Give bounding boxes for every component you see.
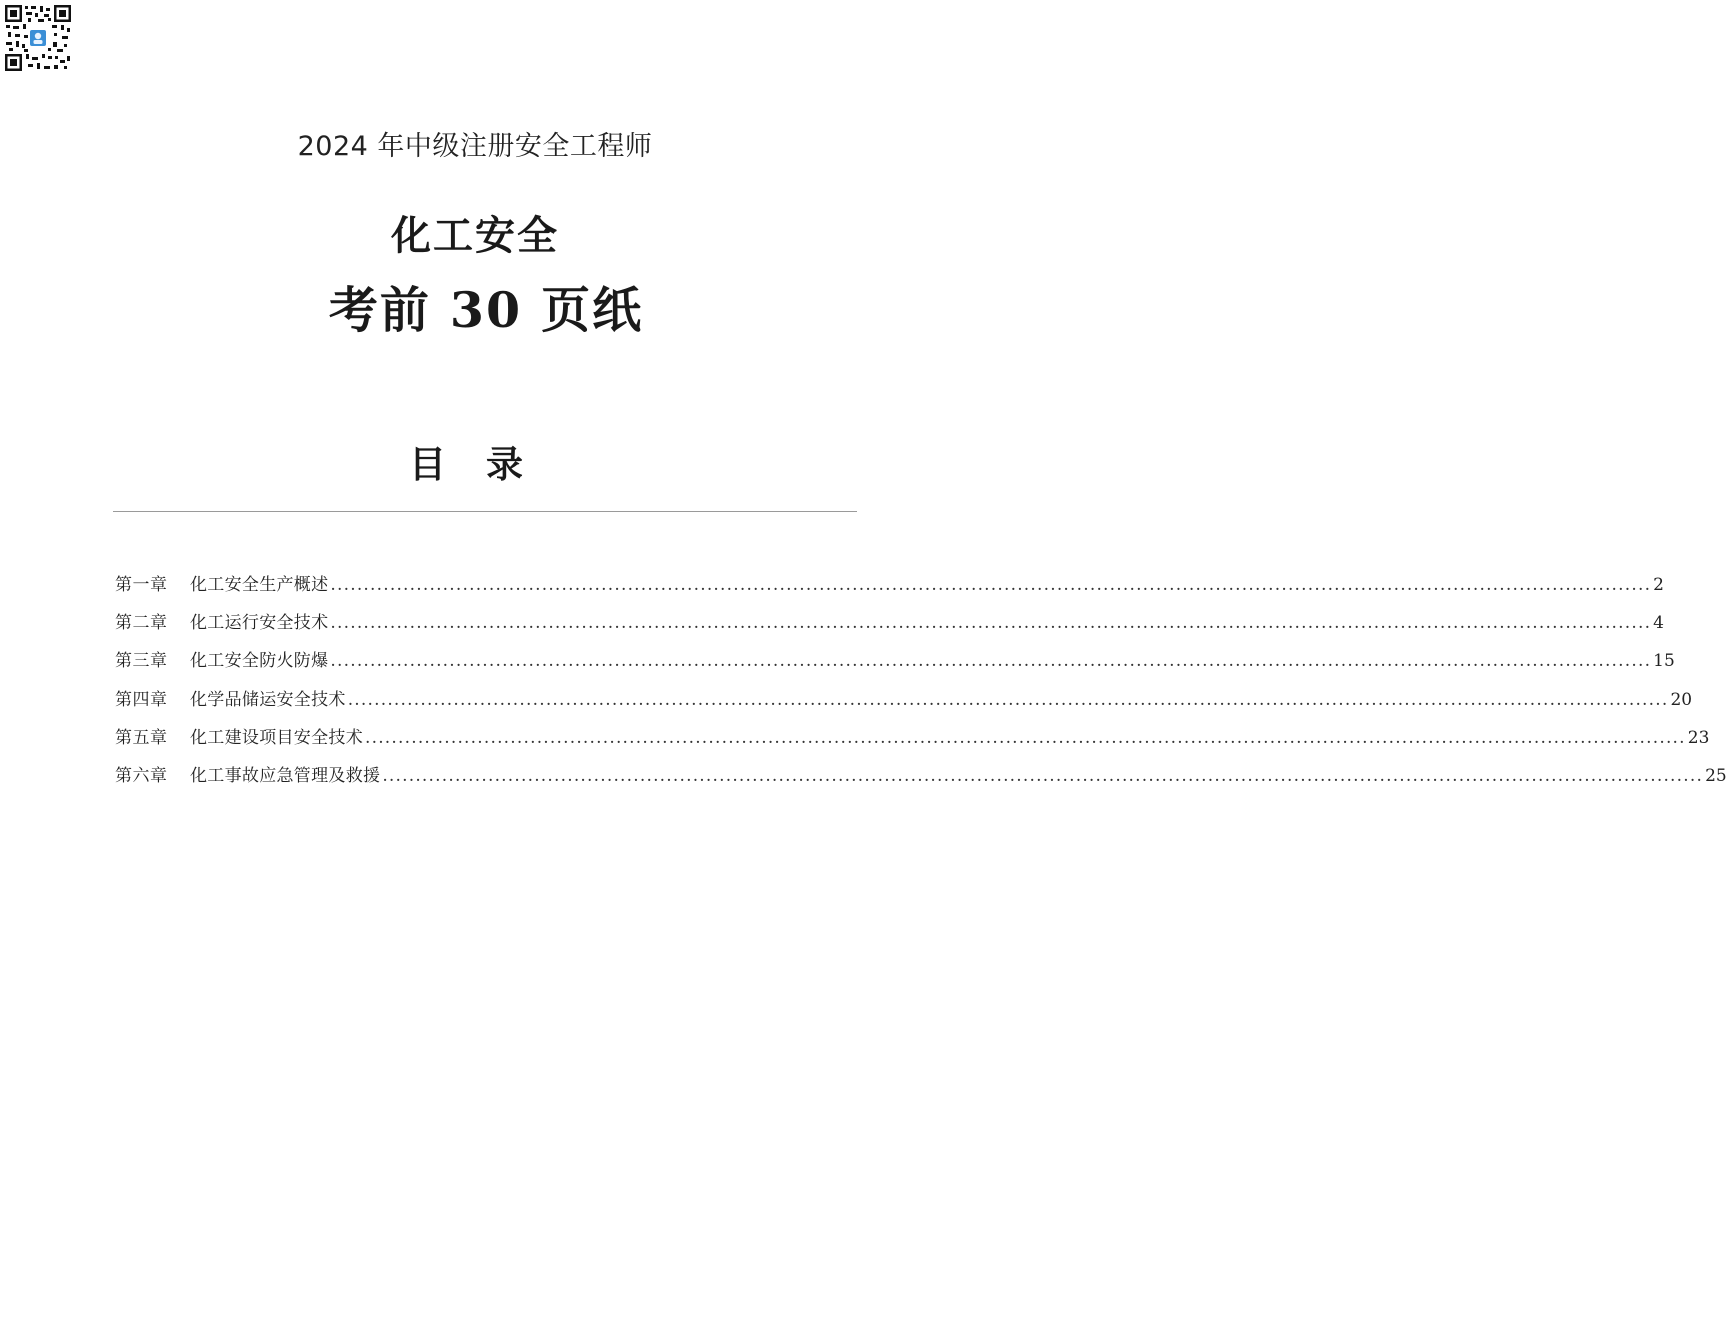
toc-entry[interactable] bbox=[115, 723, 1710, 761]
toc-entry[interactable] bbox=[115, 646, 1675, 684]
toc-page-number: 15 bbox=[1653, 651, 1675, 672]
toc-page-number: 20 bbox=[1670, 689, 1693, 710]
toc-chapter-title: 化工安全防火防爆 bbox=[190, 651, 329, 672]
table-of-contents bbox=[115, 570, 1727, 799]
toc-chapter-title: 化工运行安全技术 bbox=[190, 613, 329, 634]
toc-page-number: 4 bbox=[1653, 613, 1664, 634]
toc-chapter-number: 第一章 bbox=[115, 575, 168, 595]
toc-chapter-number: 第六章 bbox=[115, 765, 168, 786]
toc-chapter-title: 化工事故应急管理及救援 bbox=[190, 765, 381, 786]
toc-chapter-number: 第二章 bbox=[115, 613, 168, 634]
toc-chapter-number: 第五章 bbox=[115, 727, 168, 748]
toc-chapter-title: 化工建设项目安全技术 bbox=[190, 727, 363, 748]
subject-title: 化工安全 bbox=[391, 213, 559, 259]
toc-entry[interactable] bbox=[115, 685, 1693, 723]
toc-chapter-number: 第三章 bbox=[115, 651, 168, 672]
toc-page-number: 25 bbox=[1705, 765, 1727, 786]
toc-leader-dots: ........................................................................................................................................................................................................ bbox=[347, 689, 1669, 710]
toc-chapter-number: 第四章 bbox=[115, 689, 168, 710]
toc-leader-dots: ........................................................................................................................................................................................................ bbox=[382, 765, 1704, 786]
toc-chapter-title: 化学品储运安全技术 bbox=[190, 689, 346, 710]
qr-code-icon bbox=[4, 4, 72, 72]
exam-title: 2024 年中级注册安全工程师 bbox=[297, 131, 653, 162]
toc-leader-dots: ........................................................................................................................................................................................................ bbox=[330, 613, 1652, 634]
book-title: 考前 30 页纸 bbox=[328, 281, 644, 339]
toc-entry[interactable] bbox=[115, 608, 1664, 646]
toc-heading: 目录 bbox=[409, 442, 563, 486]
toc-page-number: 2 bbox=[1653, 575, 1664, 595]
divider-line bbox=[113, 511, 857, 512]
toc-leader-dots: ........................................................................................................................................................................................................ bbox=[365, 727, 1686, 748]
toc-leader-dots: ........................................................................................................................................................................................................ bbox=[330, 575, 1652, 595]
toc-leader-dots: ........................................................................................................................................................................................................ bbox=[330, 651, 1652, 672]
toc-page-number: 23 bbox=[1687, 727, 1710, 748]
toc-chapter-title: 化工安全生产概述 bbox=[190, 575, 329, 595]
toc-entry[interactable] bbox=[115, 570, 1664, 608]
toc-entry[interactable] bbox=[115, 761, 1727, 799]
